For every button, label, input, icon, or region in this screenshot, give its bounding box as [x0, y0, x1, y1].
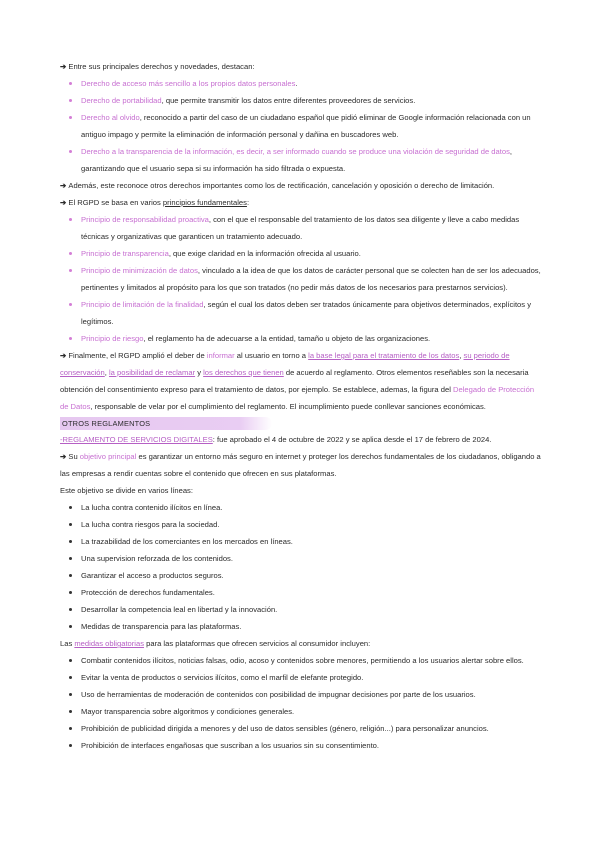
list-item: Evitar la venta de productos o servicios ilícitos, como el marfil de elefante protegido.	[81, 669, 544, 686]
list-item: Principio de transparencia, que exige claridad en la información ofrecida al usuario.	[81, 245, 544, 262]
lines-intro: Este objetivo se divide en varios líneas:	[60, 486, 193, 495]
list-item: La trazabilidad de los comerciantes en los mercados en líneas.	[81, 533, 544, 550]
principles-intro: ➔ El RGPD se basa en varios principios fundamentales:	[60, 198, 250, 207]
list-item: Principio de responsabilidad proactiva, con el que el responsable del tratamiento de los datos sea diligente y lleve a cabo medidas técnicas y organizativas que garanticen un tratamiento adecuado.	[81, 211, 544, 245]
list-item: Derecho a la transparencia de la información, es decir, a ser informado cuando se produce una violación de seguridad de datos, garantizando que el usuario sepa si su información ha sido filtrada o expuesta.	[81, 143, 544, 177]
list-item: La lucha contra contenido ilícitos en línea.	[81, 499, 544, 516]
final-paragraph: ➔ Finalmente, el RGPD amplió el deber de informar al usuario en torno a la base legal para el tratamiento de los datos, su periodo de conservación, la posibilidad de reclamar y los derechos que tienen de acuerdo al reglamento. Otros elementos reseñables son la necesaria obtención del consentimiento expreso para el tratamiento de datos, por ejemplo. Se establece, ademas, la figura del Delegado de Protección de Datos, responsable de velar por el cumplimiento del reglamento. El incumplimiento puede conllevar sanciones económicas.	[60, 351, 535, 411]
arrow-icon: ➔	[60, 351, 67, 360]
list-item: Una supervision reforzada de los contenidos.	[81, 550, 544, 567]
principles-list	[60, 211, 544, 347]
list-item: Garantizar el acceso a productos seguros.	[81, 567, 544, 584]
measures-intro: Las medidas obligatorias para las plataformas que ofrecen servicios al consumidor incluyen:	[60, 639, 371, 648]
section-heading: OTROS REGLAMENTOS	[60, 417, 272, 430]
list-item: Derecho al olvido, reconocido a partir del caso de un ciudadano español que pidió eliminar de Google información relacionada con un antiguo impago y permite la eliminación de información personal y dañina en buscadores web.	[81, 109, 544, 143]
list-item: Protección de derechos fundamentales.	[81, 584, 544, 601]
arrow-icon: ➔	[60, 62, 67, 71]
list-item: Prohibición de publicidad dirigida a menores y del uso de datos sensibles (género, religión...) para personalizar anuncios.	[81, 720, 544, 737]
list-item: Medidas de transparencia para las plataformas.	[81, 618, 544, 635]
measures-list	[60, 652, 544, 754]
dsa-paragraph: -REGLAMENTO DE SERVICIOS DIGITALES: fue aprobado el 4 de octubre de 2022 y se aplica desde el 17 de febrero de 2024.	[60, 435, 492, 444]
list-item: La lucha contra riesgos para la sociedad.	[81, 516, 544, 533]
arrow-icon: ➔	[60, 181, 67, 190]
intro-paragraph: ➔ Entre sus principales derechos y novedades, destacan:	[60, 62, 255, 71]
list-item: Desarrollar la competencia leal en libertad y la innovación.	[81, 601, 544, 618]
lines-list	[60, 499, 544, 635]
list-item: Uso de herramientas de moderación de contenidos con posibilidad de impugnar decisiones por parte de los usuarios.	[81, 686, 544, 703]
rights-list	[60, 75, 544, 177]
arrow-icon: ➔	[60, 452, 67, 461]
list-item: Derecho de portabilidad, que permite transmitir los datos entre diferentes proveedores de servicios.	[81, 92, 544, 109]
list-item: Derecho de acceso más sencillo a los propios datos personales.	[81, 75, 544, 92]
list-item: Combatir contenidos ilícitos, noticias falsas, odio, acoso y contenidos sobre menores, permitiendo a los usuarios alertar sobre ellos.	[81, 652, 544, 669]
arrow-icon: ➔	[60, 198, 67, 207]
list-item: Principio de riesgo, el reglamento ha de adecuarse a la entidad, tamaño u objeto de las organizaciones.	[81, 330, 544, 347]
list-item: Principio de minimización de datos, vinculado a la idea de que los datos de carácter personal que se colecten han de ser los adecuados, pertinentes y limitados al propósito para los que son tratados (no pedir más datos de los necesarios para prestarnos servicios).	[81, 262, 544, 296]
list-item: Prohibición de interfaces engañosas que suscriban a los usuarios sin su consentimiento.	[81, 737, 544, 754]
list-item: Mayor transparencia sobre algoritmos y condiciones generales.	[81, 703, 544, 720]
other-rights-paragraph: ➔ Además, este reconoce otros derechos importantes como los de rectificación, cancelación y oposición o derecho de limitación.	[60, 181, 495, 190]
list-item: Principio de limitación de la finalidad, según el cual los datos deben ser tratados únicamente para objetivos determinados, explícitos y legítimos.	[81, 296, 544, 330]
objective-paragraph: ➔ Su objetivo principal es garantizar un entorno más seguro en internet y proteger los derechos fundamentales de los ciudadanos, obligando a las empresas a rendir cuentas sobre el contenido que ofrecen en sus plataformas.	[60, 452, 541, 478]
